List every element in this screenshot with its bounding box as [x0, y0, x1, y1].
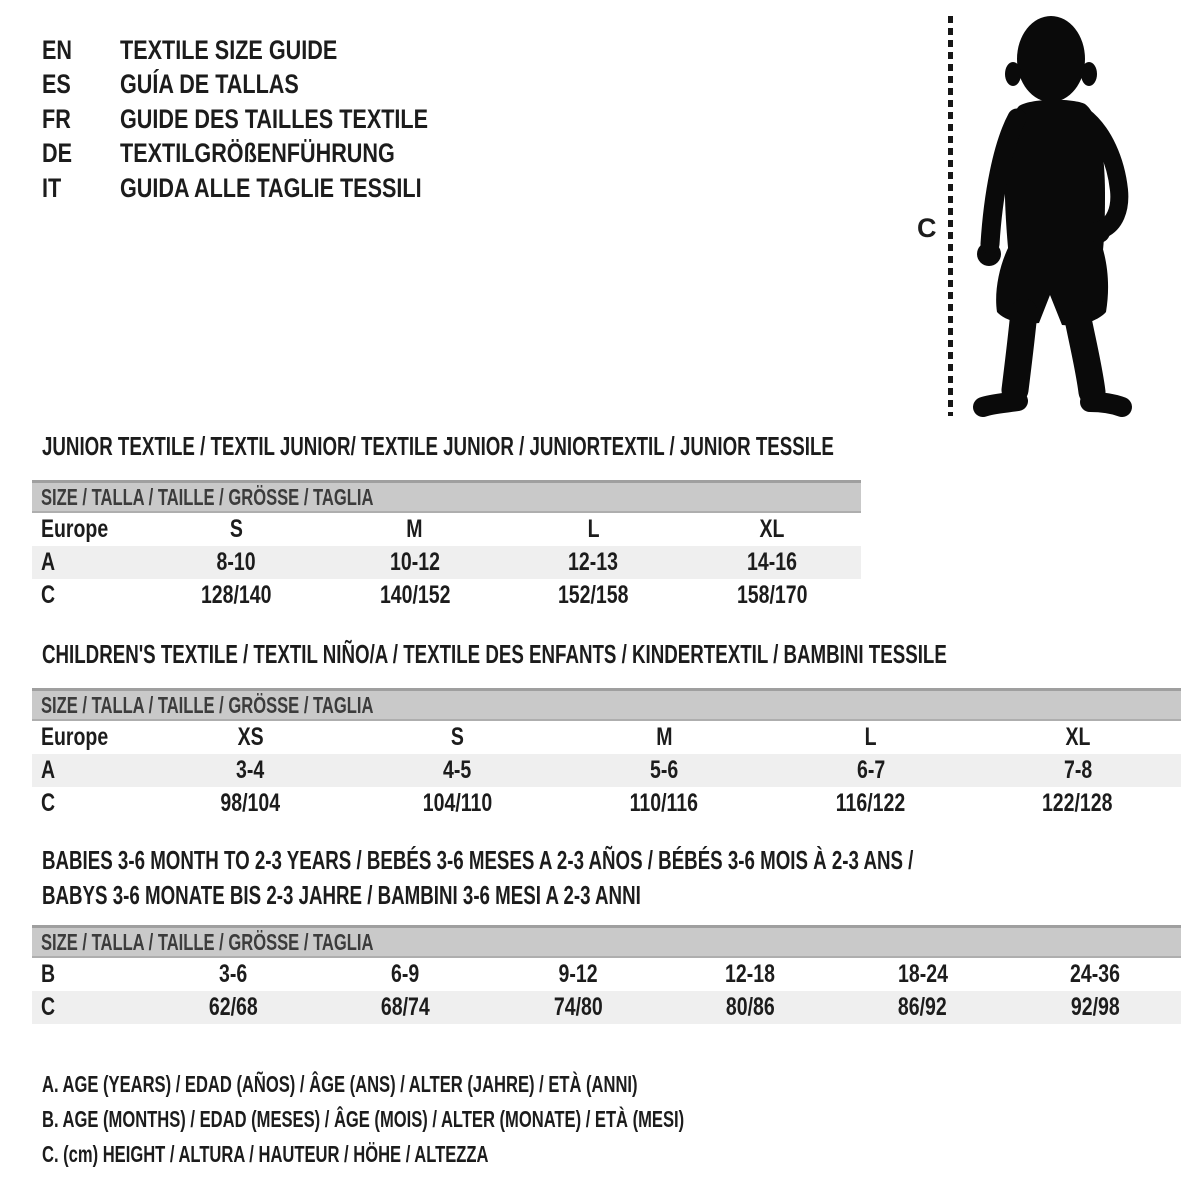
table-cell: 8-10 — [216, 548, 256, 576]
table-row — [32, 579, 861, 612]
table-cell: L — [587, 515, 600, 543]
table-cell: 6-9 — [391, 960, 420, 988]
table-cell: 5-6 — [649, 756, 679, 784]
row-label: C — [41, 581, 56, 609]
row-label: A — [41, 548, 56, 576]
table-row — [32, 721, 1181, 754]
table-row — [32, 546, 861, 579]
table-cell: S — [229, 515, 243, 543]
language-row-it — [42, 171, 505, 206]
size-header-bar — [32, 688, 1181, 721]
table-cell: 158/170 — [736, 581, 807, 609]
table-cell: 140/152 — [379, 581, 450, 609]
table-cell: 18-24 — [897, 960, 948, 988]
section-title-text: JUNIOR TEXTILE / TEXTIL JUNIOR/ TEXTILE JUNIOR / JUNIORTEXTIL / JUNIOR TESSILE — [42, 431, 834, 461]
children-size-table — [32, 688, 1181, 820]
language-code: FR — [42, 103, 71, 134]
table-cell: 3-4 — [236, 756, 265, 784]
section-title-text: CHILDREN'S TEXTILE / TEXTIL NIÑO/A / TEXTILE DES ENFANTS / KINDERTEXTIL / BAMBINI TESSILE — [42, 639, 947, 669]
size-header-bar — [32, 925, 1181, 958]
table-row — [32, 991, 1181, 1024]
language-row-es — [42, 68, 505, 103]
table-row — [32, 513, 861, 546]
table-cell: 14-16 — [746, 548, 797, 576]
language-code: DE — [42, 138, 73, 169]
row-label: Europe — [41, 723, 109, 751]
table-cell: 92/98 — [1070, 993, 1120, 1021]
note-a — [42, 1067, 934, 1102]
table-cell: XS — [237, 723, 264, 751]
table-cell: 104/110 — [422, 789, 492, 817]
table-cell: 12-18 — [725, 960, 776, 988]
table-cell: 12-13 — [568, 548, 619, 576]
table-cell: 68/74 — [381, 993, 430, 1021]
table-cell: 3-6 — [219, 960, 248, 988]
row-label: Europe — [41, 515, 109, 543]
language-code: ES — [42, 69, 71, 100]
table-cell: 4-5 — [443, 756, 472, 784]
language-title: GUIDA ALLE TAGLIE TESSILI — [120, 172, 422, 203]
table-cell: 10-12 — [389, 548, 440, 576]
section-title-babies — [42, 843, 1200, 913]
language-title: TEXTILE SIZE GUIDE — [120, 34, 338, 65]
language-row-de — [42, 137, 505, 172]
row-label: C — [41, 789, 56, 817]
note-text: C. (cm) HEIGHT / ALTURA / HAUTEUR / HÖHE / ALTEZZA — [42, 1141, 489, 1167]
table-cell: 152/158 — [558, 581, 629, 609]
language-row-fr — [42, 102, 505, 137]
section-title-text: BABYS 3-6 MONATE BIS 2-3 JAHRE / BAMBINI 3-6 MESI A 2-3 ANNI — [42, 880, 641, 910]
size-header-bar — [32, 480, 861, 513]
table-row — [32, 787, 1181, 820]
language-legend — [42, 33, 505, 206]
table-cell: 62/68 — [208, 993, 258, 1021]
table-cell: XL — [1065, 723, 1091, 751]
table-cell: M — [406, 515, 423, 543]
table-cell: 122/128 — [1042, 789, 1113, 817]
table-rows — [32, 958, 1181, 1024]
table-cell: 116/122 — [836, 789, 906, 817]
toddler-silhouette-icon — [963, 14, 1138, 420]
row-label: C — [41, 993, 56, 1021]
size-header-text: SIZE / TALLA / TAILLE / GRÖSSE / TAGLIA — [41, 928, 374, 955]
dashed-height-line — [948, 16, 953, 416]
table-cell: M — [655, 723, 673, 751]
language-title: GUIDE DES TAILLES TEXTILE — [120, 103, 429, 134]
language-row-en — [42, 33, 505, 68]
table-cell: 128/140 — [201, 581, 272, 609]
table-cell: 98/104 — [220, 789, 281, 817]
language-code: IT — [42, 172, 62, 203]
row-label: A — [41, 756, 56, 784]
section-title-children — [42, 639, 1200, 669]
table-row — [32, 754, 1181, 787]
table-cell: 110/116 — [629, 789, 699, 817]
height-measure-label: C — [917, 213, 937, 243]
table-cell: L — [864, 723, 877, 751]
table-cell: 9-12 — [558, 960, 598, 988]
note-text: B. AGE (MONTHS) / EDAD (MESES) / ÂGE (MOIS) / ALTER (MONATE) / ETÀ (MESI) — [42, 1106, 685, 1132]
table-row — [32, 958, 1181, 991]
size-header-text: SIZE / TALLA / TAILLE / GRÖSSE / TAGLIA — [41, 691, 374, 718]
table-rows — [32, 513, 861, 612]
table-cell: 7-8 — [1063, 756, 1092, 784]
section-title-text: BABIES 3-6 MONTH TO 2-3 YEARS / BEBÉS 3-6 MESES A 2-3 AÑOS / BÉBÉS 3-6 MOIS À 2-3 ANS / — [42, 845, 914, 875]
note-text: A. AGE (YEARS) / EDAD (AÑOS) / ÂGE (ANS) / ALTER (JAHRE) / ETÀ (ANNI) — [42, 1071, 638, 1097]
language-title: GUÍA DE TALLAS — [120, 69, 299, 100]
table-cell: 80/86 — [725, 993, 775, 1021]
section-title-junior — [42, 431, 1142, 461]
size-header-text: SIZE / TALLA / TAILLE / GRÖSSE / TAGLIA — [41, 483, 374, 510]
note-c — [42, 1137, 934, 1172]
table-cell: 24-36 — [1069, 960, 1120, 988]
note-b — [42, 1102, 934, 1137]
junior-size-table — [32, 480, 861, 612]
babies-size-table — [32, 925, 1181, 1024]
table-cell: 86/92 — [898, 993, 947, 1021]
table-cell: S — [450, 723, 464, 751]
table-cell: 6-7 — [856, 756, 885, 784]
language-code: EN — [42, 34, 73, 65]
table-cell: 74/80 — [553, 993, 603, 1021]
table-cell: XL — [759, 515, 785, 543]
language-title: TEXTILGRÖßENFÜHRUNG — [120, 138, 395, 169]
legend-notes — [42, 1067, 934, 1172]
table-rows — [32, 721, 1181, 820]
row-label: B — [41, 960, 56, 988]
